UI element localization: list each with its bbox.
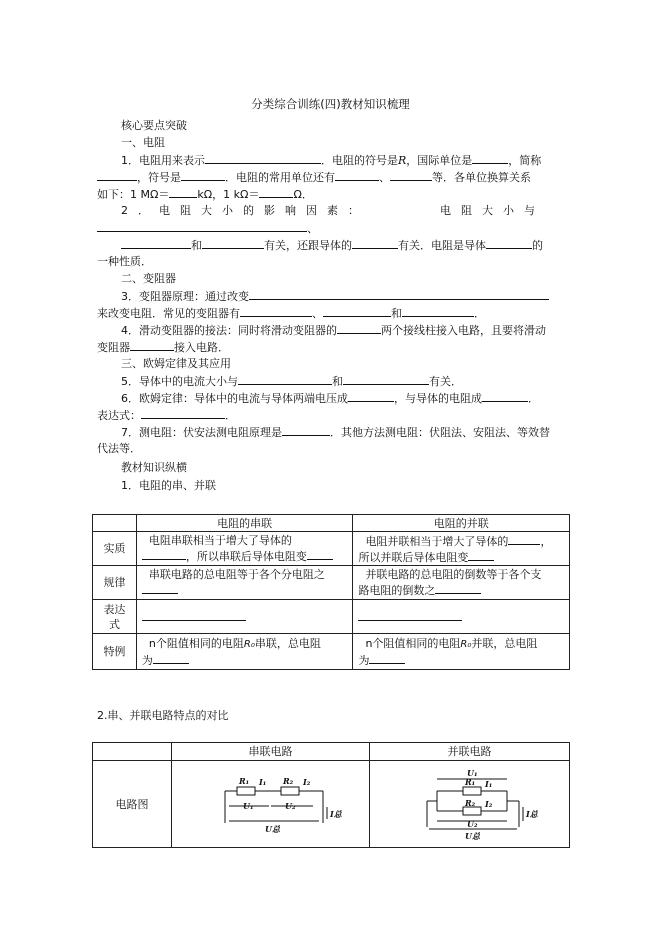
cell-parallel-expression bbox=[353, 600, 570, 634]
blank[interactable] bbox=[205, 152, 321, 164]
page-title: 分类综合训练(四)教材知识梳理 bbox=[251, 97, 410, 111]
label-u2: U₂ bbox=[466, 819, 477, 829]
resistor-combination-table bbox=[92, 514, 570, 670]
blank[interactable] bbox=[335, 169, 379, 181]
blank[interactable] bbox=[141, 407, 225, 419]
label-i1: I₁ bbox=[258, 777, 266, 787]
label-r1: R₁ bbox=[238, 776, 249, 786]
label-i1: I₁ bbox=[484, 779, 492, 789]
q7-line-2: 代法等． bbox=[97, 442, 141, 455]
cell-series-rule: 串联电路的总电阻等于各个分电阻之 bbox=[136, 566, 353, 600]
resistor-r2 bbox=[281, 787, 299, 795]
blank[interactable] bbox=[97, 169, 137, 181]
table2-header-row bbox=[93, 743, 570, 761]
subheading-circuit-comparison: 2.串、并联电路特点的对比 bbox=[97, 709, 229, 722]
table2-row-diagram bbox=[93, 761, 570, 848]
cell-parallel-special: n个阻值相同的电阻R₀并联，总电阻 为 bbox=[353, 634, 570, 670]
blank[interactable] bbox=[468, 549, 494, 561]
series-circuit-diagram bbox=[173, 761, 369, 843]
q1-line-1: 1．电阻用来表示 ．电阻的符号是R，国际单位是 ，简称 bbox=[121, 154, 542, 167]
label-i2: I₂ bbox=[302, 777, 310, 787]
q1-line-3: 如下：1 MΩ＝ kΩ，1 kΩ＝ Ω． bbox=[97, 188, 313, 201]
blank[interactable] bbox=[352, 237, 398, 249]
header-series: 电阻的串联 bbox=[136, 515, 353, 532]
section-1-heading: 一、电阻 bbox=[121, 136, 165, 149]
label-u1: U₁ bbox=[242, 801, 253, 811]
section-2-heading: 二、变阻器 bbox=[121, 272, 176, 285]
cell-parallel-essence: 电阻并联相当于增大了导体的 ， 所以并联后导体电阻变 bbox=[353, 532, 570, 566]
cell-parallel-rule: 并联电路的总电阻的倒数等于各个支 路电阻的倒数之 bbox=[353, 566, 570, 600]
label-u-total: U总 bbox=[264, 824, 280, 834]
blank[interactable] bbox=[390, 169, 432, 181]
blank[interactable] bbox=[249, 288, 549, 300]
cell-series-special: n个阻值相同的电阻R₀串联，总电阻 为 bbox=[136, 634, 353, 670]
label-r2: R₂ bbox=[464, 798, 475, 808]
resistor-r1 bbox=[463, 787, 481, 795]
circuit-comparison-table bbox=[92, 742, 570, 848]
blank[interactable] bbox=[240, 305, 312, 317]
q6-line-2: 表达式： ． bbox=[97, 409, 236, 422]
blank[interactable] bbox=[435, 582, 481, 594]
blank[interactable] bbox=[97, 220, 307, 232]
blank[interactable] bbox=[238, 373, 332, 385]
blank[interactable] bbox=[358, 609, 462, 621]
blank[interactable] bbox=[307, 548, 333, 560]
blank[interactable] bbox=[259, 186, 293, 198]
q7-line-1: 7．测电阻：伏安法测电阻原理是 ．其他方法测电阻：伏阻法、安阻法、等效替 bbox=[121, 426, 550, 439]
core-heading: 核心要点突破 bbox=[121, 119, 187, 132]
q6-line-1: 6．欧姆定律：导体中的电流与导体两端电压成 ，与导体的电阻成 ． bbox=[121, 392, 539, 405]
label-r1: R₁ bbox=[464, 777, 475, 787]
cell-parallel-diagram bbox=[370, 761, 570, 848]
table-row-expression bbox=[93, 600, 570, 634]
overview-heading: 教材知识纵横 bbox=[121, 461, 187, 474]
blank[interactable] bbox=[202, 237, 264, 249]
blank[interactable] bbox=[153, 652, 189, 664]
resistor-r2 bbox=[463, 807, 481, 815]
cell-series-essence: 电阻串联相当于增大了导体的 ，所以串联后导体电阻变 bbox=[136, 532, 353, 566]
table-row-special-case bbox=[93, 634, 570, 670]
q2-line-2: 、 bbox=[97, 220, 318, 236]
q2-line-1-tail: 电阻大小与 bbox=[440, 204, 545, 217]
q2-line-1: 2．电阻大小的影响因素： bbox=[121, 204, 369, 217]
subheading-series-parallel-resistors: 1．电阻的串、并联 bbox=[121, 479, 216, 492]
q2-line-3: 和 有关，还跟导体的 有关．电阻是导体 的 bbox=[121, 237, 543, 253]
parallel-circuit-diagram bbox=[371, 761, 569, 843]
header-series-circuit: 串联电路 bbox=[172, 743, 370, 761]
blank[interactable] bbox=[402, 305, 474, 317]
blank[interactable] bbox=[169, 186, 197, 198]
blank[interactable] bbox=[323, 305, 391, 317]
row-label: 规律 bbox=[93, 566, 137, 600]
resistor-r1 bbox=[237, 787, 255, 795]
q3-line-1: 3．变阻器原理：通过改变 bbox=[121, 288, 549, 304]
header-parallel-circuit: 并联电路 bbox=[370, 743, 570, 761]
blank[interactable] bbox=[508, 533, 540, 545]
blank[interactable] bbox=[142, 582, 178, 594]
label-u2: U₂ bbox=[284, 801, 295, 811]
blank[interactable] bbox=[121, 237, 191, 249]
blank[interactable] bbox=[482, 390, 528, 402]
label-i-total: I总 bbox=[525, 809, 538, 819]
q3-line-2: 来改变电阻．常见的变阻器有 、 和 ． bbox=[97, 307, 485, 320]
label-i2: I₂ bbox=[484, 799, 492, 809]
row-label: 电路图 bbox=[93, 761, 172, 848]
label-r2: R₂ bbox=[282, 776, 293, 786]
q5-line-1: 5．导体中的电流大小与 和 有关． bbox=[121, 375, 462, 388]
table-row-essence bbox=[93, 532, 570, 566]
blank[interactable] bbox=[472, 152, 508, 164]
q4-line-2: 变阻器 接入电路． bbox=[97, 341, 229, 354]
cell-series-diagram bbox=[172, 761, 370, 848]
q4-line-1: 4．滑动变阻器的接法：同时将滑动变阻器的 两个接线柱接入电路，且要将滑动 bbox=[121, 324, 546, 337]
table2-corner bbox=[93, 743, 172, 761]
blank[interactable] bbox=[486, 237, 532, 249]
row-label: 特例 bbox=[93, 634, 137, 670]
header-parallel: 电阻的并联 bbox=[353, 515, 570, 532]
table-header-row bbox=[93, 515, 570, 532]
q1-line-2: ，符号是 ．电阻的常用单位还有 、 等．各单位换算关系 bbox=[97, 169, 531, 185]
blank[interactable] bbox=[282, 424, 330, 436]
label-u1: U₁ bbox=[466, 768, 477, 778]
blank[interactable] bbox=[130, 339, 174, 351]
label-i-total: I总 bbox=[329, 809, 342, 819]
blank[interactable] bbox=[181, 169, 225, 181]
table-row-rule bbox=[93, 566, 570, 600]
blank[interactable] bbox=[142, 609, 246, 621]
cell-series-expression bbox=[136, 600, 353, 634]
q2-line-4: 一种性质． bbox=[97, 255, 152, 268]
blank[interactable] bbox=[343, 373, 429, 385]
section-3-heading: 三、欧姆定律及其应用 bbox=[121, 357, 231, 370]
blank[interactable] bbox=[369, 652, 405, 664]
blank[interactable] bbox=[142, 548, 186, 560]
blank[interactable] bbox=[337, 322, 381, 334]
label-u-total: U总 bbox=[464, 831, 480, 841]
table-corner bbox=[93, 515, 137, 532]
row-label: 实质 bbox=[93, 532, 137, 566]
blank[interactable] bbox=[348, 390, 394, 402]
row-label: 表达式 bbox=[93, 600, 137, 634]
